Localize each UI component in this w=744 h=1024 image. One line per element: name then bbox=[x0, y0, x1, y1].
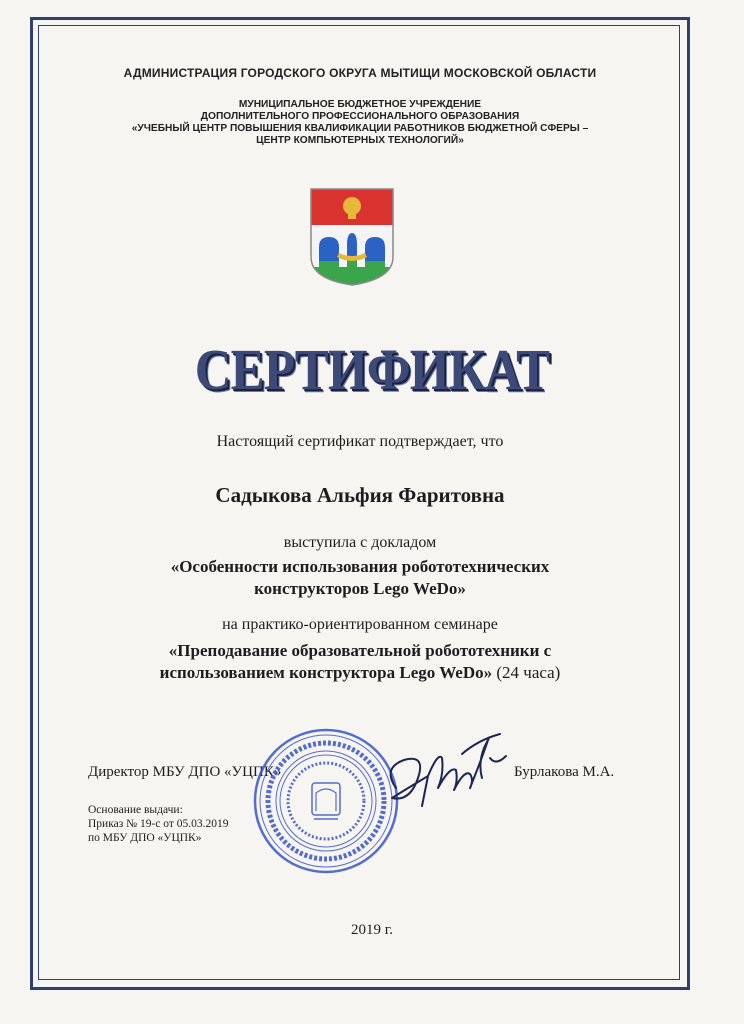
director-signature-icon bbox=[378, 718, 518, 818]
basis-line: по МБУ ДПО «УЦПК» bbox=[88, 832, 202, 844]
report-line: конструкторов Lego WeDo» bbox=[254, 579, 466, 598]
issue-basis bbox=[88, 803, 229, 845]
seminar-title bbox=[60, 640, 660, 684]
seminar-hours: (24 часа) bbox=[496, 663, 561, 682]
city-emblem-icon bbox=[307, 187, 397, 287]
institution-line: ДОПОЛНИТЕЛЬНОГО ПРОФЕССИОНАЛЬНОГО ОБРАЗОВАНИЯ bbox=[200, 111, 520, 122]
seminar-line: «Преподавание образовательной робототехники с bbox=[168, 641, 552, 660]
director-label: Директор МБУ ДПО «УЦПК» bbox=[88, 764, 282, 780]
confirm-text: Настоящий сертификат подтверждает, что bbox=[216, 433, 504, 450]
report-line: «Особенности использования робототехнических bbox=[170, 557, 550, 576]
basis-line: Приказ № 19-с от 05.03.2019 bbox=[88, 818, 229, 830]
director-name: Бурлакова М.А. bbox=[514, 764, 615, 780]
certificate-title: СЕРТИФИКАТ bbox=[194, 337, 550, 402]
institution-heading bbox=[60, 99, 660, 147]
seminar-intro: на практико-ориентированном семинаре bbox=[222, 616, 498, 633]
report-title bbox=[60, 556, 660, 600]
recipient-name: Садыкова Альфия Фаритовна bbox=[215, 483, 505, 507]
institution-line: ЦЕНТР КОМПЬЮТЕРНЫХ ТЕХНОЛОГИЙ» bbox=[256, 135, 464, 146]
administration-heading: АДМИНИСТРАЦИЯ ГОРОДСКОГО ОКРУГА МЫТИЩИ МОСКОВСКОЙ ОБЛАСТИ bbox=[123, 66, 597, 80]
institution-line: МУНИЦИПАЛЬНОЕ БЮДЖЕТНОЕ УЧРЕЖДЕНИЕ bbox=[238, 99, 482, 110]
issue-year: 2019 г. bbox=[351, 922, 393, 938]
basis-line: Основание выдачи: bbox=[88, 804, 183, 816]
institution-line: «УЧЕБНЫЙ ЦЕНТР ПОВЫШЕНИЯ КВАЛИФИКАЦИИ РАБОТНИКОВ БЮДЖЕТНОЙ СФЕРЫ – bbox=[131, 123, 589, 134]
seminar-line bbox=[60, 662, 660, 684]
seminar-line-text: использованием конструктора Lego WeDo» bbox=[159, 663, 493, 682]
spoke-text: выступила с докладом bbox=[283, 534, 437, 551]
